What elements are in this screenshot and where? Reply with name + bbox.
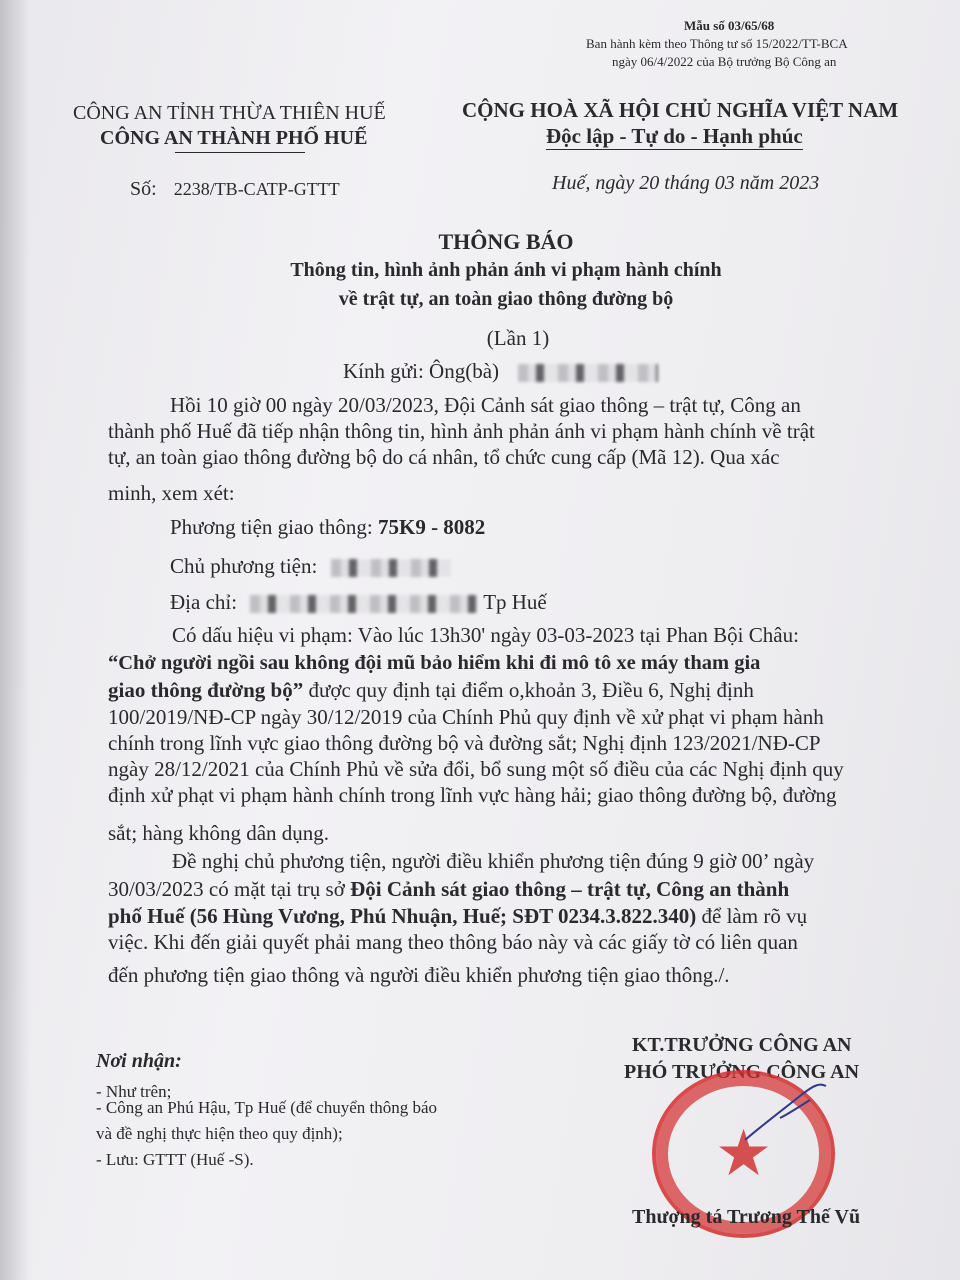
request-address: phố Huế (56 Hùng Vương, Phú Nhuận, Huế; SĐT 0234.3.822.340) (108, 904, 697, 928)
violation-line-4: 100/2019/NĐ-CP ngày 30/12/2019 của Chính Phủ quy định về xử phạt vi phạm hành (108, 705, 824, 729)
signer-title-1: KT.TRƯỞNG CÔNG AN (632, 1034, 852, 1056)
request-line-2 (108, 876, 789, 903)
agency-underline (175, 152, 305, 153)
address-label: Địa chỉ: (170, 590, 238, 614)
notice-subtitle-2: về trật tự, an toàn giao thông đường bộ (338, 288, 674, 310)
agency-unit: CÔNG AN THÀNH PHỐ HUẾ (100, 127, 368, 149)
violation-line-6: ngày 28/12/2021 của Chính Phủ về sửa đổi, bổ sung một số điều của các Nghị định quy (108, 757, 844, 781)
document-number (130, 178, 340, 201)
receiver-2b: và đề nghị thực hiện theo quy định); (96, 1124, 343, 1143)
stamp-star-icon: ★ (714, 1117, 773, 1191)
request-line-1: Đề nghị chủ phương tiện, người điều khiển phương tiện đúng 9 giờ 00’ ngày (172, 849, 815, 873)
violation-name-end: giao thông đường bộ” (108, 678, 304, 702)
signer-name: Thượng tá Trương Thế Vũ (632, 1206, 861, 1228)
intro-line-4: minh, xem xét: (108, 481, 235, 505)
plate-label: Phương tiện giao thông: (170, 515, 373, 539)
violation-line-2: “Chở người ngồi sau không đội mũ bảo hiểm khi đi mô tô xe máy tham gia (108, 652, 761, 674)
form-issued-line2: ngày 06/4/2022 của Bộ trưởng Bộ Công an (612, 54, 837, 69)
agency-parent: CÔNG AN TỈNH THỪA THIÊN HUẾ (73, 102, 386, 124)
request-line-3 (108, 903, 807, 930)
violation-line-1: Có dấu hiệu vi phạm: Vào lúc 13h30' ngày 03-03-2023 tại Phan Bội Châu: (172, 623, 799, 647)
receivers-heading: Nơi nhận: (96, 1050, 182, 1072)
notice-subtitle-1: Thông tin, hình ảnh phản ánh vi phạm hành chính (290, 259, 722, 281)
intro-line-1: Hồi 10 giờ 00 ngày 20/03/2023, Đội Cảnh sát giao thông – trật tự, Công an (170, 393, 801, 417)
handwritten-signature (740, 1078, 830, 1148)
intro-line-2: thành phố Huế đã tiếp nhận thông tin, hình ảnh phản ánh vi phạm hành chính về trật (108, 419, 815, 443)
address-tail: Tp Huế (483, 590, 547, 614)
place-date: Huế, ngày 20 tháng 03 năm 2023 (552, 172, 820, 194)
receiver-2a: - Công an Phú Hậu, Tp Huế (để chuyển thông báo (96, 1098, 438, 1117)
violation-line-3 (108, 677, 754, 704)
vehicle-owner-line (170, 553, 451, 580)
intro-line-3: tự, an toàn giao thông đường bộ do cá nhân, tổ chức cung cấp (Mã 12). Qua xác (108, 445, 780, 469)
form-code: Mẫu số 03/65/68 (684, 18, 775, 33)
request-office: Đội Cảnh sát giao thông – trật tự, Công an thành (350, 877, 790, 901)
violation-legal-ref: được quy định tại điểm o,khoản 3, Điều 6, Nghị định (303, 678, 754, 702)
notice-title: THÔNG BÁO (438, 229, 574, 254)
redacted-owner (331, 559, 451, 577)
nation-motto: Độc lập - Tự do - Hạnh phúc (546, 124, 803, 148)
nation-name: CỘNG HOÀ XÃ HỘI CHỦ NGHĨA VIỆT NAM (462, 98, 899, 122)
request-purpose: để làm rõ vụ (696, 904, 808, 928)
owner-label: Chủ phương tiện: (170, 554, 318, 578)
form-issued-line1: Ban hành kèm theo Thông tư số 15/2022/TT-BCA (586, 36, 848, 51)
signer-title-2: PHÓ TRƯỞNG CÔNG AN (624, 1061, 860, 1083)
plate-value: 75K9 - 8082 (377, 515, 486, 539)
request-date: 30/03/2023 có mặt tại trụ sở (108, 877, 351, 901)
vehicle-address-line (170, 589, 547, 616)
violation-line-8: sắt; hàng không dân dụng. (108, 821, 330, 845)
number-label: Số: (130, 178, 157, 200)
notice-round: (Lần 1) (486, 326, 550, 350)
violation-line-7: định xử phạt vi phạm hành chính trong lĩnh vực hàng hải; giao thông đường bộ, đường (108, 783, 837, 807)
vehicle-plate-line (170, 514, 485, 541)
page-shadow (0, 0, 30, 1280)
redacted-recipient (518, 364, 658, 382)
recipient-label: Kính gửi: Ông(bà) (343, 359, 500, 383)
receiver-1: - Như trên; (96, 1082, 172, 1101)
request-line-5: đến phương tiện giao thông và người điều khiển phương tiện giao thông./. (108, 963, 730, 987)
number-value: 2238/TB-CATP-GTTT (173, 179, 340, 199)
violation-line-5: chính trong lĩnh vực giao thông đường bộ và đường sắt; Nghị định 123/2021/NĐ-CP (108, 731, 821, 755)
request-line-4: việc. Khi đến giải quyết phải mang theo thông báo này và các giấy tờ có liên quan (108, 930, 798, 954)
recipient-line (343, 359, 658, 384)
redacted-address (250, 595, 478, 613)
receiver-3: - Lưu: GTTT (Huế -S). (96, 1150, 254, 1169)
